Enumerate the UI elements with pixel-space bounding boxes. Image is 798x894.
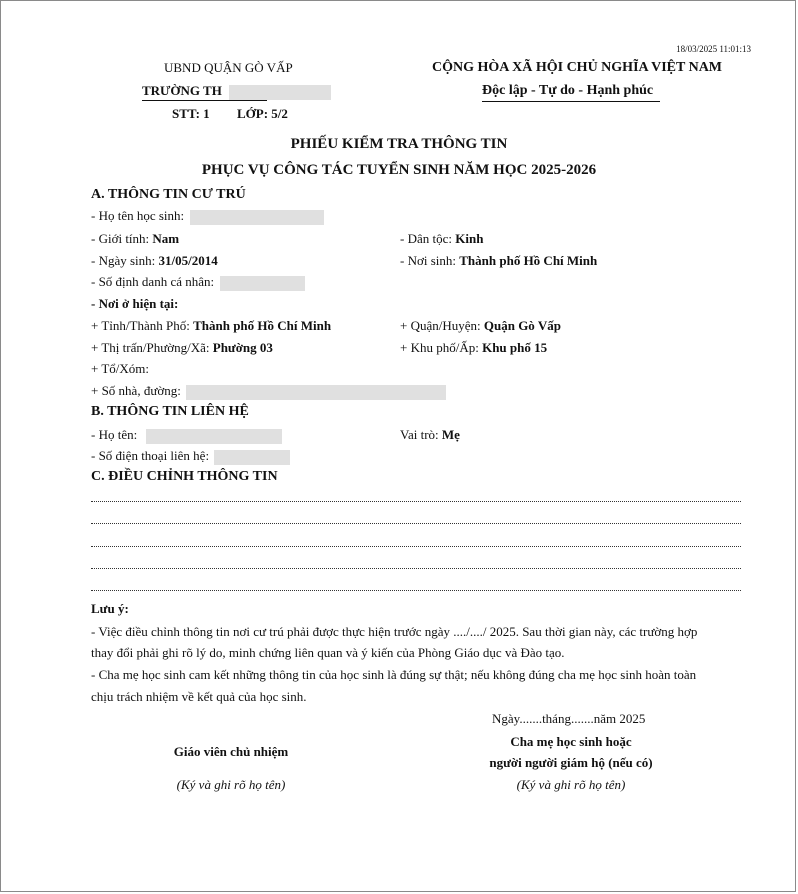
street-row [91,383,446,400]
ethnicity-value: Kinh [455,231,484,246]
section-b-heading: B. THÔNG TIN LIÊN HỆ [91,404,249,419]
print-timestamp: 18/03/2025 11:01:13 [676,44,751,54]
province-label: + Tỉnh/Thành Phố: [91,318,190,333]
signature-date-line: Ngày.......tháng.......năm 2025 [492,711,646,726]
district-value: Quận Gò Vấp [483,318,561,333]
ward-label: + Thị trấn/Phường/Xã: [91,340,210,355]
note-line-3: - Cha mẹ học sinh cam kết những thông tin của học sinh là đúng sự thật; nếu không đúng cha mẹ học sinh hoàn toàn [91,667,697,682]
residence-heading: - Nơi ở hiện tại: [91,296,179,311]
form-title-line2: PHỤC VỤ CÔNG TÁC TUYỂN SINH NĂM HỌC 2025-2026 [201,162,597,178]
parent-signature-title-1: Cha mẹ học sinh hoặc [510,734,632,749]
dob-value: 31/05/2014 [158,253,218,268]
personal-id-redacted [220,276,305,291]
contact-name-redacted [146,429,282,444]
district-label: + Quận/Huyện: [400,318,481,333]
personal-id-label: - Số định danh cá nhân: [91,274,215,289]
phone-label: - Số điện thoại liên hệ: [91,448,210,463]
motto: Độc lập - Tự do - Hạnh phúc [482,83,654,98]
role-row [400,427,460,443]
form-title-line1: PHIẾU KIỂM TRA THÔNG TIN [290,136,508,152]
gender-value: Nam [152,231,180,246]
gender-row [91,231,179,247]
class-label: LỚP: 5/2 [237,106,288,121]
correction-line-5 [91,590,741,591]
stt-label: STT: 1 [172,106,210,121]
note-line-2: thay đổi phải ghi rõ lý do, minh chứng liên quan và ý kiến của Phòng Giáo dục và Đào tạo. [91,645,565,660]
role-label: Vai trò: [400,427,439,442]
quarter-label: + Khu phố/Ấp: [400,340,479,355]
ward-row [91,340,273,356]
section-a-heading: A. THÔNG TIN CƯ TRÚ [91,187,246,202]
contact-name-label: - Họ tên: [91,427,138,442]
role-value: Mẹ [441,427,460,442]
phone-redacted [214,450,290,465]
parent-signature-title-2: người người giám hộ (nếu có) [489,755,653,770]
note-line-4: chịu trách nhiệm về kết quả của học sinh. [91,689,307,704]
parent-signature-note: (Ký và ghi rõ họ tên) [516,777,626,792]
contact-name-row [91,427,282,444]
note-line-1: - Việc điều chỉnh thông tin nơi cư trú phải được thực hiện trước ngày ..../..../ 2025. Sau thời gian này, các trường hợp [91,624,698,639]
quarter-row [400,340,547,356]
section-c-heading: C. ĐIỀU CHỈNH THÔNG TIN [91,469,278,484]
street-label: + Số nhà, đường: [91,383,181,398]
school-name-redacted [229,85,331,100]
birthplace-label: - Nơi sinh: [400,253,456,268]
district-name: UBND QUẬN GÒ VẤP [164,60,293,75]
correction-line-3 [91,546,741,547]
ethnicity-row [400,231,483,247]
teacher-signature-title: Giáo viên chủ nhiệm [173,744,289,759]
province-row [91,318,331,334]
ward-value: Phường 03 [212,340,273,355]
school-name [142,83,331,100]
street-redacted [186,385,446,400]
province-value: Thành phố Hồ Chí Minh [193,318,332,333]
ethnicity-label: - Dân tộc: [400,231,452,246]
personal-id-row [91,274,305,291]
gender-label: - Giới tính: [91,231,150,246]
motto-underline [482,101,660,102]
correction-line-1 [91,501,741,502]
student-name-row [91,208,324,225]
dob-label: - Ngày sinh: [91,253,156,268]
school-prefix: TRƯỜNG TH [142,83,222,98]
group-label: + Tổ/Xóm: [91,361,150,376]
correction-line-2 [91,523,741,524]
dob-row [91,253,218,269]
nation-title: CỘNG HÒA XÃ HỘI CHỦ NGHĨA VIỆT NAM [432,60,723,75]
district-row [400,318,561,334]
birthplace-row [400,253,597,269]
student-name-label: - Họ tên học sinh: [91,208,185,223]
correction-line-4 [91,568,741,569]
quarter-value: Khu phố 15 [482,340,548,355]
note-heading: Lưu ý: [91,601,129,616]
phone-row [91,448,290,465]
school-underline [142,100,267,101]
birthplace-value: Thành phố Hồ Chí Minh [459,253,598,268]
student-name-redacted [190,210,324,225]
teacher-signature-note: (Ký và ghi rõ họ tên) [176,777,286,792]
